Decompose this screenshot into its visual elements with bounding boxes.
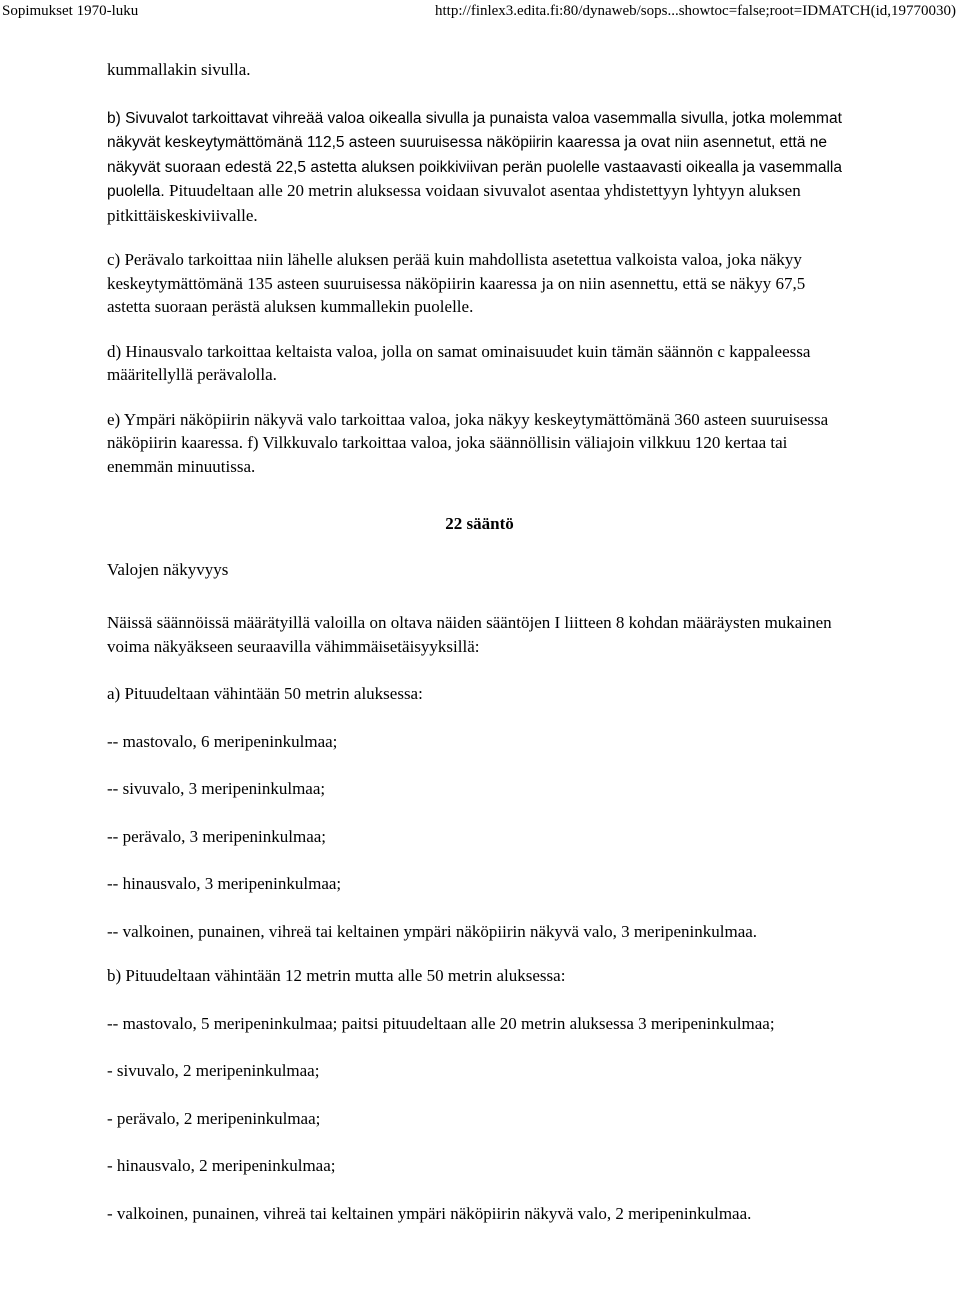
list-item: -- mastovalo, 6 meripeninkulmaa;	[107, 731, 338, 751]
list-item: -- sivuvalo, 3 meripeninkulmaa;	[107, 779, 326, 798]
list-item: -- mastovalo, 5 meripeninkulmaa; paitsi pituudeltaan alle 20 metrin aluksessa 3 meripeninkulmaa;	[107, 1013, 775, 1033]
intro-paragraph: Näissä säännöissä määrätyillä valoilla on oltava näiden sääntöjen I liitteen 8 kohdan määräysten mukainen voima näkyäkseen seuraavilla vähimmäisetäisyyksillä:	[107, 613, 832, 656]
list-item: - perävalo, 2 meripeninkulmaa;	[107, 1108, 321, 1128]
list-item: - valkoinen, punainen, vihreä tai keltainen ympäri näköpiirin näkyvä valo, 2 meripeninkulmaa.	[107, 1203, 752, 1223]
header-document-title: Sopimukset 1970-luku	[2, 3, 139, 19]
print-header	[0, 0, 960, 22]
paragraph-c-stern-light: c) Perävalo tarkoittaa niin lähelle aluksen perää kuin mahdollista asetettua valkoista valoa, joka näkyy keskeytymättömänä 135 asteen suuruisessa näköpiirin kaaressa ja on niin asennettu, että se näkyy 67,5 astetta suoraan perästä aluksen kummallekin puolelle.	[107, 250, 806, 316]
document-body	[107, 58, 852, 1225]
paragraph-b-side-lights	[107, 106, 852, 228]
list-item: - sivuvalo, 2 meripeninkulmaa;	[107, 1061, 320, 1080]
list-item: -- perävalo, 3 meripeninkulmaa;	[107, 826, 327, 846]
list-a-heading: a) Pituudeltaan vähintään 50 metrin aluksessa:	[107, 684, 423, 703]
header-url: http://finlex3.edita.fi:80/dynaweb/sops...showtoc=false;root=IDMATCH(id,19770030)	[434, 3, 956, 19]
list-item: -- hinausvalo, 3 meripeninkulmaa;	[107, 874, 342, 893]
rule-title: 22 sääntö	[445, 514, 514, 533]
paragraph-e-all-round-light: e) Ympäri näköpiirin näkyvä valo tarkoittaa valoa, joka näkyy keskeytymättömänä 360 asteen suuruisessa näköpiirin kaaressa. f) Vilkkuvalo tarkoittaa valoa, joka säännöllisin väliajoin vilkkuu 120 kertaa tai enemmän minuutissa.	[107, 409, 829, 476]
paragraph-d-towing-light: d) Hinausvalo tarkoittaa keltaista valoa, jolla on samat ominaisuudet kuin tämän säännön c kappaleessa määritellyllä perävalolla.	[107, 341, 811, 384]
paragraph-b-text-b: Pituudeltaan alle 20 metrin aluksessa voidaan sivuvalot asentaa yhdistettyyn lyhtyyn aluksen pitkittäiskeskiviivalle.	[107, 181, 801, 225]
list-b-heading: b) Pituudeltaan vähintään 12 metrin mutta alle 50 metrin aluksessa:	[107, 966, 566, 985]
list-item: -- valkoinen, punainen, vihreä tai keltainen ympäri näköpiirin näkyvä valo, 3 meripeninkulmaa.	[107, 921, 758, 941]
section-heading: Valojen näkyvyys	[107, 559, 229, 579]
list-item: - hinausvalo, 2 meripeninkulmaa;	[107, 1156, 336, 1175]
paragraph-continuation: kummallakin sivulla.	[107, 60, 251, 79]
paragraph-b-text-a: b) Sivuvalot tarkoittavat vihreää valoa oikealla sivulla ja punaista valoa vasemmalla sivulla, jotka molemmat näkyvät keskeytymättömänä 112,5 asteen suuruisessa näköpiirin kaaressa ja ovat niin asennetut, että ne näkyvät suoraan edestä 22,5 astetta aluksen poikkiviivan perän puolelle vastaavasti oikealla ja vasemmalla puolella.	[107, 109, 842, 200]
